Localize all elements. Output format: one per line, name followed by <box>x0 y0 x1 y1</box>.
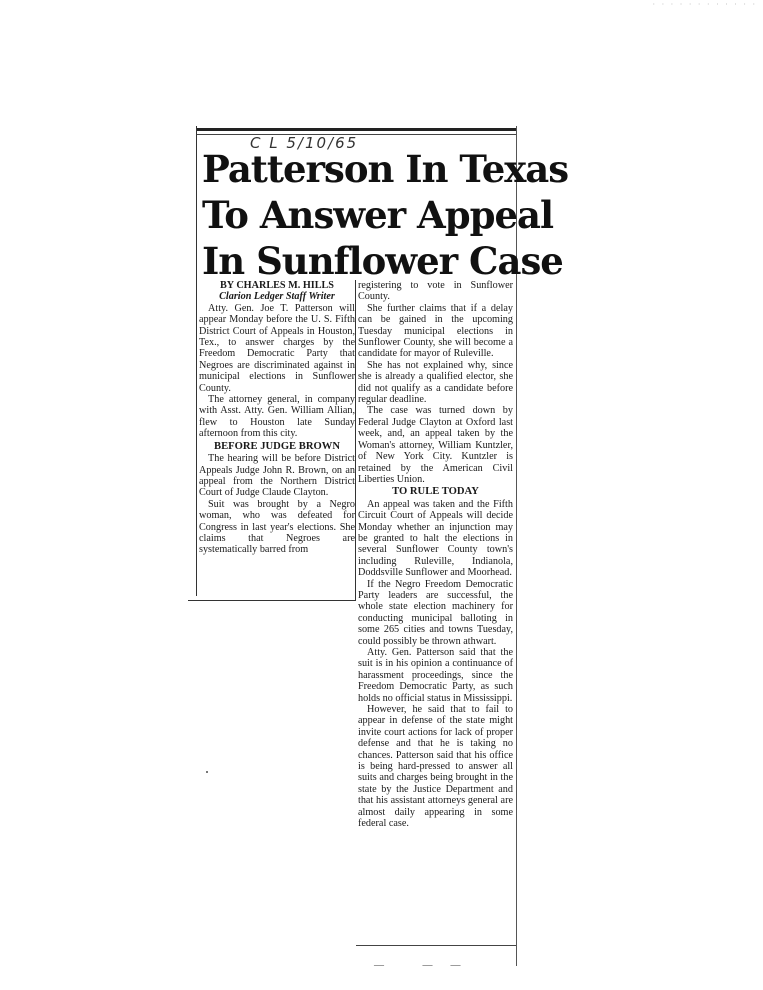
right-column <box>358 280 513 830</box>
subhead-before-judge-brown: BEFORE JUDGE BROWN <box>214 440 340 452</box>
scan-artifact: · · · · · · · · · · · · <box>652 0 757 9</box>
left-column <box>199 280 355 556</box>
headline <box>202 146 569 284</box>
scan-speck <box>206 771 208 773</box>
paragraph: registering to vote in Sunflower County. <box>358 280 513 303</box>
headline-line-1: Patterson In Texas <box>202 147 569 191</box>
paragraph: Suit was brought by a Negro woman, who was defeated for Congress in last year's elections. She claims that Negroes are systematically barred from <box>199 498 355 556</box>
paragraph: An appeal was taken and the Fifth Circuit Court of Appeals will decide Monday whether an injunction may be granted to halt the elections in several Sunflower County town's including Ruleville, Indianola, Doddsville Sunflower and Moorhead. <box>358 498 513 579</box>
headline-line-2: To Answer Appeal <box>202 193 554 237</box>
end-marks: — —— <box>374 960 479 971</box>
column-end-rule <box>188 600 356 601</box>
top-rule <box>196 128 516 131</box>
paragraph: Atty. Gen. Joe T. Patterson will appear Monday before the U. S. Fifth District Court of Appeals in Houston, Tex., to answer charges by the Freedom Democratic Party that Negroes are discriminated against in municipal elections in Sunflower County. <box>199 302 355 394</box>
subhead-to-rule-today: TO RULE TODAY <box>392 486 479 498</box>
clipping-left-edge <box>196 126 197 596</box>
paragraph: The attorney general, in company with Asst. Atty. Gen. William Allian, flew to Houston late Sunday afternoon from this city. <box>199 394 355 440</box>
newspaper-clipping <box>196 120 569 971</box>
staff-writer-credit: Clarion Ledger Staff Writer <box>219 291 335 303</box>
paragraph: However, he said that to fail to appear in defense of the state might invite court actions for lack of proper defense and that he is taking no chances. Patterson said that his office is being hard-pressed to answer all suits and charges being brought in the state by the Justice Department and that his assistant attorneys general are almost daily appearing in some federal case. <box>358 704 513 830</box>
paragraph: The hearing will be before District Appeals Judge John R. Brown, on an appeal from the Northern District Court of Judge Claude Clayton. <box>199 453 355 499</box>
column-divider <box>355 280 356 600</box>
paragraph: If the Negro Freedom Democratic Party leaders are successful, the whole state election machinery for conducting municipal balloting in some 265 cities and towns Tuesday, could possibly be thrown athwart. <box>358 578 513 647</box>
paragraph: The case was turned down by Federal Judge Clayton at Oxford last week, and, an appeal taken by the Woman's attorney, William Kuntzler, of New York City. Kuntzler is retained by the American Civil Liberties Union. <box>358 405 513 485</box>
headline-line-3: In Sunflower Case <box>202 239 563 283</box>
article-end-rule <box>356 945 516 946</box>
paragraph: Atty. Gen. Patterson said that the suit is in his opinion a continuance of harassment proceedings, since the Freedom Democratic Party, as such holds no official status in Mississippi. <box>358 647 513 704</box>
handwritten-date-note: C L 5/10/65 <box>250 134 359 152</box>
paragraph: She further claims that if a delay can be gained in the upcoming Tuesday municipal elections in Sunflower County, she will become a candidate for mayor of Ruleville. <box>358 302 513 360</box>
byline: BY CHARLES M. HILLS <box>220 280 334 291</box>
paragraph: She has not explained why, since she is already a qualified elector, she did not qualify as a candidate before regular deadline. <box>358 359 513 406</box>
